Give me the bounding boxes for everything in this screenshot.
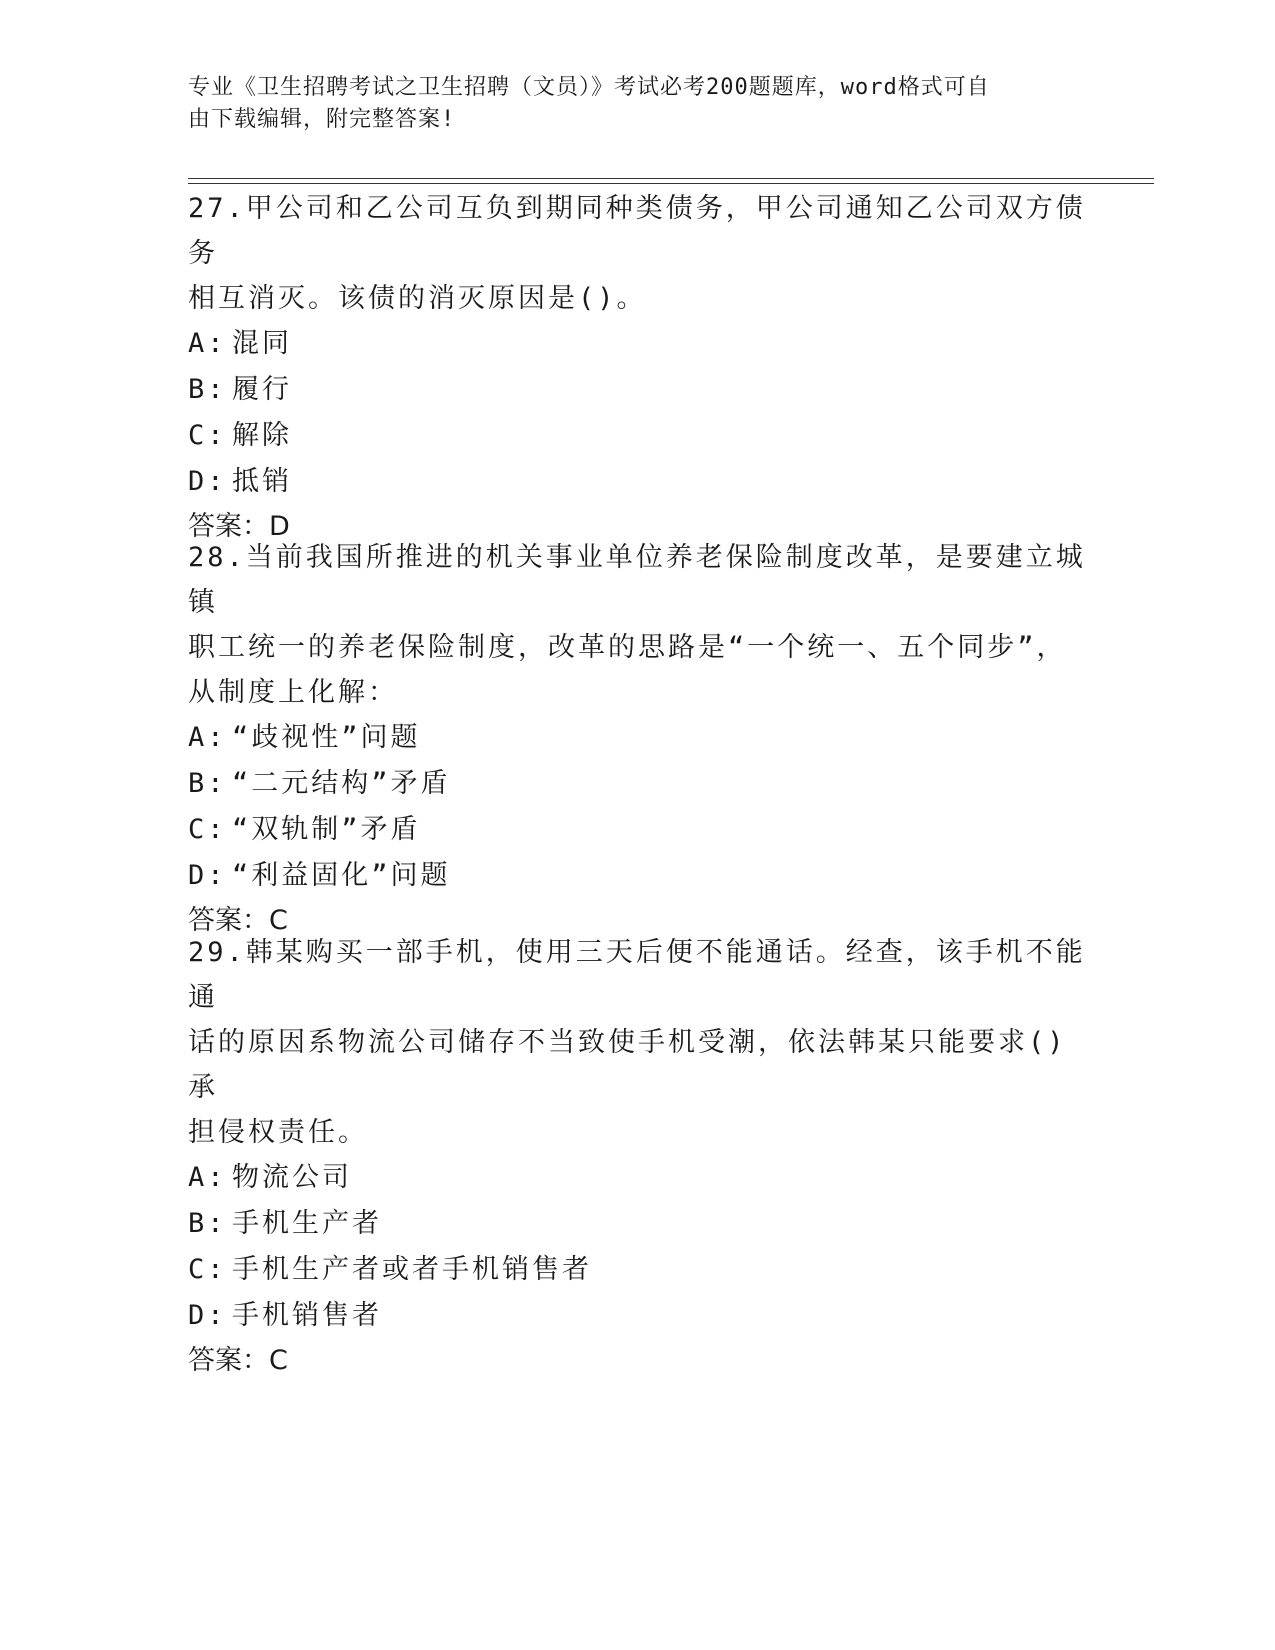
- question-29: [188, 930, 1088, 1383]
- option-a: [188, 1155, 1088, 1201]
- header-divider-top: [188, 178, 1154, 179]
- option-text: 抵销: [232, 466, 292, 497]
- option-text: 履行: [232, 374, 292, 405]
- option-letter: B:: [188, 374, 227, 405]
- option-d: [188, 1293, 1088, 1339]
- option-a: [188, 715, 1088, 761]
- option-c: [188, 1247, 1088, 1293]
- option-letter: A:: [188, 722, 227, 753]
- option-a: [188, 321, 1088, 367]
- option-text: 解除: [232, 420, 292, 451]
- option-c: [188, 807, 1088, 853]
- option-letter: D:: [188, 1300, 227, 1331]
- question-line: 27.甲公司和乙公司互负到期同种类债务，甲公司通知乙公司双方债务: [188, 193, 1086, 269]
- option-text: 物流公司: [232, 1162, 352, 1193]
- answer-line: 答案：C: [188, 1345, 288, 1376]
- question-line: 从制度上化解：: [188, 677, 398, 708]
- option-letter: A:: [188, 328, 227, 359]
- option-letter: C:: [188, 814, 227, 845]
- option-c: [188, 413, 1088, 459]
- option-text: 手机生产者: [232, 1208, 382, 1239]
- option-text: 手机生产者或者手机销售者: [232, 1254, 592, 1285]
- question-line: 职工统一的养老保险制度，改革的思路是“一个统一、五个同步”，: [188, 632, 1067, 663]
- option-text: 手机销售者: [232, 1300, 382, 1331]
- option-letter: D:: [188, 860, 227, 891]
- answer-line: 答案：D: [188, 511, 290, 542]
- document-header: [188, 72, 1068, 136]
- option-text: “利益固化”问题: [232, 860, 451, 891]
- question-27: [188, 186, 1088, 549]
- question-line: 29.韩某购买一部手机，使用三天后便不能通话。经查，该手机不能通: [188, 937, 1086, 1013]
- header-line-1: 专业《卫生招聘考试之卫生招聘（文员）》考试必考200题题库，word格式可自: [188, 75, 990, 100]
- option-b: [188, 1201, 1088, 1247]
- question-28: [188, 535, 1088, 943]
- question-text: [188, 535, 1088, 715]
- option-text: “二元结构”矛盾: [232, 768, 451, 799]
- option-letter: C:: [188, 1254, 227, 1285]
- question-line: 担侵权责任。: [188, 1117, 368, 1148]
- option-letter: D:: [188, 466, 227, 497]
- question-line: 话的原因系物流公司储存不当致使手机受潮，依法韩某只能要求()承: [188, 1027, 1067, 1103]
- option-letter: A:: [188, 1162, 227, 1193]
- option-b: [188, 761, 1088, 807]
- header-line-2: 由下载编辑，附完整答案!: [188, 107, 456, 132]
- answer-line: 答案：C: [188, 905, 288, 936]
- option-text: 混同: [232, 328, 292, 359]
- option-letter: C:: [188, 420, 227, 451]
- question-line: 28.当前我国所推进的机关事业单位养老保险制度改革，是要建立城镇: [188, 542, 1086, 618]
- header-divider-bottom: [188, 183, 1154, 184]
- option-d: [188, 459, 1088, 505]
- option-letter: B:: [188, 768, 227, 799]
- question-text: [188, 186, 1088, 321]
- question-text: [188, 930, 1088, 1155]
- option-b: [188, 367, 1088, 413]
- option-letter: B:: [188, 1208, 227, 1239]
- option-d: [188, 853, 1088, 899]
- question-line: 相互消灭。该债的消灭原因是()。: [188, 283, 647, 314]
- option-text: “双轨制”矛盾: [232, 814, 421, 845]
- option-text: “歧视性”问题: [232, 722, 421, 753]
